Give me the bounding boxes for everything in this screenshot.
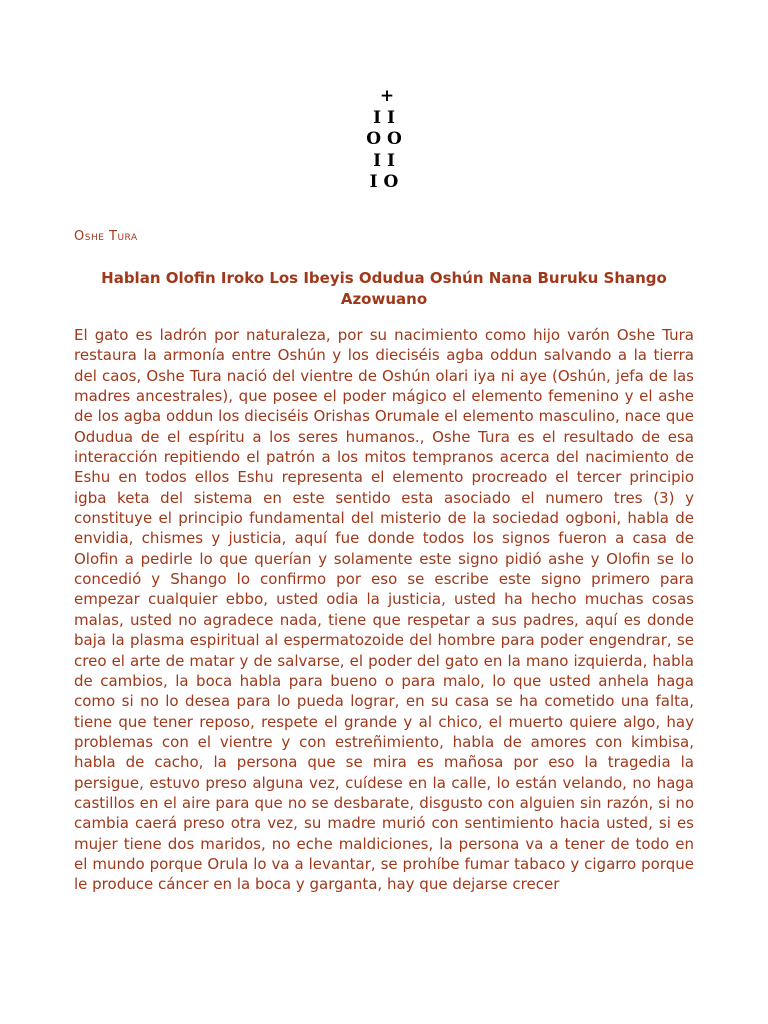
glyph-row-4: I O xyxy=(369,172,399,192)
glyph-row-2: O O xyxy=(366,129,402,149)
body-paragraph: El gato es ladrón por naturaleza, por su nacimiento como hijo varón Oshe Tura restaura la armonía entre Oshún y los dieciséis agba oddun salvando a la tierra del caos, Oshe Tura nació del vientre de Oshún olari iya ni aye (Oshún, jefa de las madres ancestrales), que posee el poder mágico el elemento femenino y el ashe de los agba oddun los dieciséis Orishas Orumale el elemento masculino, nace que Odudua de el espíritu a los seres humanos., Oshe Tura es el resultado de esa interacción repitiendo el patrón a los mitos tempranos acerca del nacimiento de Eshu en todos ellos Eshu representa el elemento procreado el tercer principio igba keta del sistema en este sentido esta asociado el numero tres (3) y constituye el principio fundamental del misterio de la sociedad ogboni, habla de envidia, chismes y justicia, aquí fue donde todos los signos fueron a casa de Olofin a pedirle lo que querían y solamente este signo pidió ashe y Olofin se lo concedió y Shango lo confirmo por eso se escribe este signo primero para empezar cualquier ebbo, usted odia la justicia, usted ha hecho muchas cosas malas, usted no agradece nada, tiene que respetar a sus padres, aquí es donde baja la plasma espiritual al espermatozoide del hombre para poder engendrar, se creo el arte de matar y de salvarse, el poder del gato en la mano izquierda, habla de cambios, la boca habla para bueno o para malo, lo que usted anhela haga como si no lo desea para lo pueda lograr, en su casa se ha cometido una falta, tiene que tener reposo, respete el grande y al chico, el muerto quiere algo, hay problemas con el vientre y con estreñimiento, habla de amores con kimbisa, habla de cacho, la persona que se mira es mañosa por eso la tragedia la persigue, estuvo preso alguna vez, cuídese en la calle, lo están velando, no haga castillos en el aire para que no se desbarate, disgusto con alguien sin razón, si no cambia caerá preso otra vez, su madre murió con sentimiento hacia usted, si es mujer tiene dos maridos, no eche maldiciones, la persona va a tener de todo en el mundo porque Orula lo va a levantar, se prohíbe fumar tabaco y cigarro porque le produce cáncer en la boca y garganta, hay que dejarse crecer xyxy=(74,326,694,894)
odu-sign-glyph xyxy=(340,86,428,194)
sign-name-heading: Oshe Tura xyxy=(74,229,138,244)
glyph-row-1: I I xyxy=(373,107,395,128)
glyph-row-cross: + xyxy=(379,86,395,106)
glyph-row-3: I I xyxy=(373,150,395,171)
deities-heading: Hablan Olofin Iroko Los Ibeyis Odudua Oshún Nana Buruku Shango Azowuano xyxy=(101,269,667,308)
